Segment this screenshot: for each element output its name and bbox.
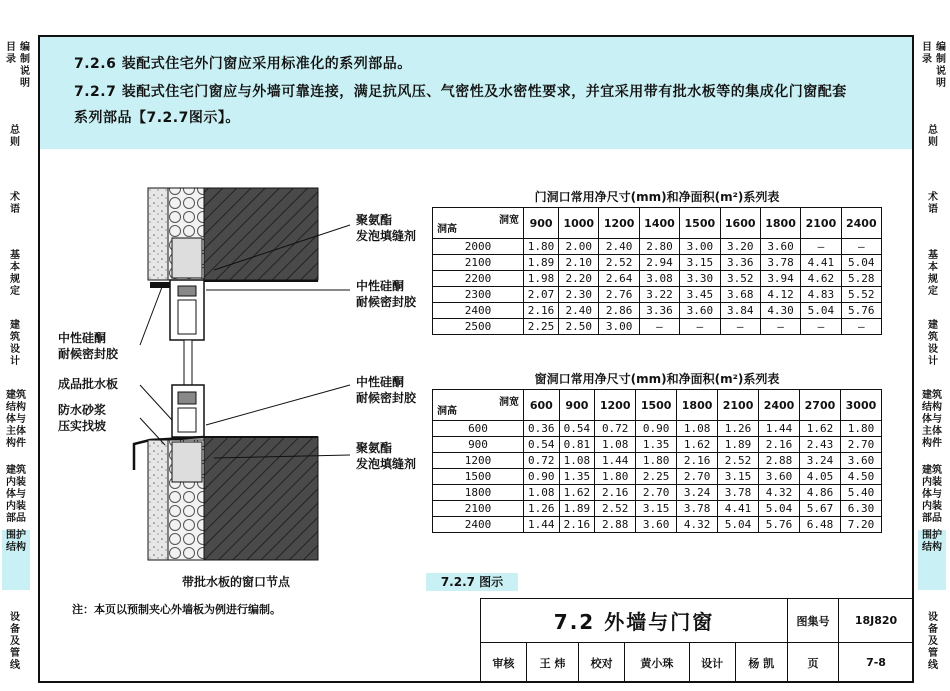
table-row xyxy=(433,421,882,437)
table-row xyxy=(433,469,882,485)
table-cell: 1.08 xyxy=(677,421,718,437)
structural-wythe-top xyxy=(204,188,318,280)
side-nav-left-toc[interactable]: 目录 xyxy=(6,42,16,65)
table-cell: 1.26 xyxy=(524,501,560,517)
table-cell: 3.60 xyxy=(759,469,800,485)
table-cell: 1.08 xyxy=(524,485,560,501)
side-nav-right-item[interactable]: 设备及管线 xyxy=(928,612,938,671)
table-cell: 5.04 xyxy=(759,501,800,517)
table-cell: 1.44 xyxy=(524,517,560,533)
row-header: 2300 xyxy=(433,287,524,303)
side-nav-right-item[interactable]: 总则 xyxy=(928,125,938,148)
window-size-table xyxy=(432,389,882,533)
column-header: 1200 xyxy=(595,390,636,421)
row-header: 2500 xyxy=(433,319,524,335)
table-cell: 5.28 xyxy=(841,271,881,287)
side-nav-left-item[interactable]: 建筑结构体与主体构件 xyxy=(6,390,26,449)
table-cell: 1.89 xyxy=(718,437,759,453)
side-nav-right-item[interactable]: 术语 xyxy=(928,192,938,215)
table-cell: 3.24 xyxy=(799,453,840,469)
side-nav-left-item[interactable]: 基本规定 xyxy=(10,250,20,297)
table-row xyxy=(433,239,882,255)
row-header: 2200 xyxy=(433,271,524,287)
table-cell: 3.45 xyxy=(680,287,720,303)
column-header: 2400 xyxy=(841,208,881,239)
table-cell: – xyxy=(801,319,841,335)
table-row xyxy=(433,517,882,533)
table-cell: 2.40 xyxy=(559,303,599,319)
side-nav-right-item[interactable]: 基本规定 xyxy=(928,250,938,297)
column-header: 1800 xyxy=(760,208,800,239)
table-cell: 2.70 xyxy=(840,437,881,453)
table-cell: 4.05 xyxy=(799,469,840,485)
table-cell: 4.41 xyxy=(801,255,841,271)
table-cell: 4.83 xyxy=(801,287,841,303)
table-cell: 4.30 xyxy=(760,303,800,319)
leader-line xyxy=(140,385,172,420)
table-cell: – xyxy=(841,319,881,335)
table-cell: – xyxy=(639,319,679,335)
table-cell: 1.35 xyxy=(636,437,677,453)
label-pu-foam-bottom: 聚氨酯 发泡填缝剂 xyxy=(356,441,417,471)
column-header: 900 xyxy=(559,390,595,421)
review-name: 王 炜 xyxy=(526,643,578,683)
table-cell: 2.94 xyxy=(639,255,679,271)
table-cell: 3.78 xyxy=(760,255,800,271)
column-header: 900 xyxy=(524,208,559,239)
table-cell: 3.15 xyxy=(636,501,677,517)
table-cell: 2.80 xyxy=(639,239,679,255)
table-cell: – xyxy=(760,319,800,335)
table-cell: 0.54 xyxy=(559,421,595,437)
column-header: 2100 xyxy=(801,208,841,239)
table-cell: 5.76 xyxy=(841,303,881,319)
label-silicone-top: 中性硅酮 耐候密封胶 xyxy=(356,279,417,309)
table-cell: 0.72 xyxy=(524,453,560,469)
table-cell: 6.48 xyxy=(799,517,840,533)
table-cell: 3.68 xyxy=(720,287,760,303)
table-cell: 0.81 xyxy=(559,437,595,453)
page-note: 注：本页以预制夹心外墙板为例进行编制。 xyxy=(72,603,281,616)
clause-7-2-7-cont: 系列部品【7.2.7图示】。 xyxy=(74,110,240,126)
table-row xyxy=(433,271,882,287)
table-header-row xyxy=(433,390,882,421)
table-cell: 2.25 xyxy=(636,469,677,485)
table-cell: 5.67 xyxy=(799,501,840,517)
glazing xyxy=(184,340,192,385)
check-name: 黄小珠 xyxy=(625,643,690,683)
table-cell: 2.00 xyxy=(559,239,599,255)
column-header: 3000 xyxy=(840,390,881,421)
table-cell: 5.52 xyxy=(841,287,881,303)
table-cell: 1.80 xyxy=(595,469,636,485)
table-cell: 3.08 xyxy=(639,271,679,287)
table-cell: 2.86 xyxy=(599,303,639,319)
column-header: 1200 xyxy=(599,208,639,239)
table-cell: 1.98 xyxy=(524,271,559,287)
table-row xyxy=(433,501,882,517)
table-cell: 2.20 xyxy=(559,271,599,287)
table-cell: 2.10 xyxy=(559,255,599,271)
row-header: 900 xyxy=(433,437,524,453)
table-cell: 2.50 xyxy=(559,319,599,335)
outer-wythe-top xyxy=(148,188,168,280)
table-header-row xyxy=(433,208,882,239)
table-cell: 3.78 xyxy=(677,501,718,517)
row-header: 1500 xyxy=(433,469,524,485)
column-header: 2100 xyxy=(718,390,759,421)
table-row xyxy=(433,437,882,453)
table-cell: – xyxy=(801,239,841,255)
design-name: 杨 凯 xyxy=(735,643,787,683)
table-cell: 4.41 xyxy=(718,501,759,517)
leader-line xyxy=(206,385,350,425)
row-header: 1200 xyxy=(433,453,524,469)
door-table-title: 门洞口常用净尺寸(mm)和净面积(m²)系列表 xyxy=(534,190,780,204)
table-cell: 0.54 xyxy=(524,437,560,453)
table-cell: 3.84 xyxy=(720,303,760,319)
table-cell: 4.32 xyxy=(759,485,800,501)
table-cell: 0.90 xyxy=(636,421,677,437)
table-cell: 4.50 xyxy=(840,469,881,485)
row-header: 2100 xyxy=(433,255,524,271)
table-cell: 5.04 xyxy=(718,517,759,533)
table-cell: 3.00 xyxy=(599,319,639,335)
table-cell: 2.70 xyxy=(677,469,718,485)
table-cell: 5.76 xyxy=(759,517,800,533)
row-header: 2400 xyxy=(433,303,524,319)
table-row xyxy=(433,303,882,319)
table-cell: 2.43 xyxy=(799,437,840,453)
table-cell: 4.32 xyxy=(677,517,718,533)
table-cell: 2.16 xyxy=(524,303,559,319)
corner-height-label: 洞高 xyxy=(437,406,457,417)
table-row xyxy=(433,255,882,271)
side-nav-right-item-active[interactable]: 围护结构 xyxy=(918,530,946,590)
table-cell: 1.80 xyxy=(636,453,677,469)
table-cell: 2.52 xyxy=(599,255,639,271)
column-header: 1000 xyxy=(559,208,599,239)
figure-tag: 7.2.7 图示 xyxy=(426,573,518,591)
table-cell: – xyxy=(841,239,881,255)
table-cell: – xyxy=(720,319,760,335)
table-cell: 3.15 xyxy=(718,469,759,485)
side-nav-right-item[interactable]: 建筑设计 xyxy=(928,320,938,367)
table-cell: 3.78 xyxy=(718,485,759,501)
side-nav-right-item[interactable]: 建筑内装体与内装部品 xyxy=(922,465,942,524)
table-cell: 1.62 xyxy=(799,421,840,437)
table-cell: 1.08 xyxy=(595,437,636,453)
outer-wythe-bottom xyxy=(148,440,168,560)
table-cell: 3.24 xyxy=(677,485,718,501)
table-cell: 3.60 xyxy=(680,303,720,319)
frame-profile xyxy=(178,286,196,296)
design-label: 设计 xyxy=(689,643,735,683)
table-cell: 2.52 xyxy=(595,501,636,517)
row-header: 2400 xyxy=(433,517,524,533)
corner-height-label: 洞高 xyxy=(437,224,457,235)
table-cell: 2.16 xyxy=(559,517,595,533)
table-cell: 3.22 xyxy=(639,287,679,303)
label-silicone-left: 中性硅酮 耐候密封胶 xyxy=(58,331,119,361)
table-cell: 2.64 xyxy=(599,271,639,287)
clause-7-2-6: 7.2.6 装配式住宅外门窗应采用标准化的系列部品。 xyxy=(74,56,412,72)
table-cell: 1.44 xyxy=(759,421,800,437)
label-silicone-bottom: 中性硅酮 耐候密封胶 xyxy=(356,375,417,405)
table-cell: 2.16 xyxy=(759,437,800,453)
row-header: 600 xyxy=(433,421,524,437)
table-cell: 2.25 xyxy=(524,319,559,335)
column-header: 1600 xyxy=(720,208,760,239)
table-row xyxy=(433,287,882,303)
sheet-title: 7.2 外墙与门窗 xyxy=(481,599,788,643)
title-block xyxy=(480,598,914,683)
column-header: 1500 xyxy=(636,390,677,421)
foam-fill-bottom xyxy=(172,442,202,482)
table-row xyxy=(433,485,882,501)
side-nav-left-item[interactable]: 建筑内装体与内装部品 xyxy=(6,465,26,524)
table-cell: 5.04 xyxy=(801,303,841,319)
table-cell: 1.62 xyxy=(559,485,595,501)
table-row xyxy=(433,453,882,469)
corner-width-label: 洞宽 xyxy=(499,397,519,408)
table-cell: 1.62 xyxy=(677,437,718,453)
side-nav-left-item[interactable]: 总则 xyxy=(10,125,20,148)
table-cell: 2.88 xyxy=(759,453,800,469)
table-cell: 2.07 xyxy=(524,287,559,303)
column-header: 2700 xyxy=(799,390,840,421)
table-cell: 2.70 xyxy=(636,485,677,501)
table-cell: 0.90 xyxy=(524,469,560,485)
table-cell: 0.36 xyxy=(524,421,560,437)
table-cell: 4.86 xyxy=(799,485,840,501)
side-nav-left-item[interactable]: 术语 xyxy=(10,192,20,215)
column-header: 1800 xyxy=(677,390,718,421)
window-table-title: 窗洞口常用净尺寸(mm)和净面积(m²)系列表 xyxy=(534,372,780,386)
table-cell: 1.44 xyxy=(595,453,636,469)
side-nav-left-item[interactable]: 编制说明 xyxy=(20,42,30,89)
door-size-table xyxy=(432,207,882,335)
column-header: 600 xyxy=(524,390,560,421)
label-pu-foam-top: 聚氨酯 发泡填缝剂 xyxy=(356,213,417,243)
table-corner-cell xyxy=(433,390,524,421)
row-header: 1800 xyxy=(433,485,524,501)
table-cell: 6.30 xyxy=(840,501,881,517)
label-mortar: 防水砂浆 压实找坡 xyxy=(58,403,107,433)
table-cell: 3.60 xyxy=(840,453,881,469)
head-sealant xyxy=(150,282,170,288)
table-cell: 1.89 xyxy=(524,255,559,271)
atlas-number: 18J820 xyxy=(839,599,914,643)
table-cell: – xyxy=(680,319,720,335)
table-cell: 2.16 xyxy=(677,453,718,469)
table-cell: 3.00 xyxy=(680,239,720,255)
leader-line xyxy=(140,287,162,345)
atlas-label: 图集号 xyxy=(788,599,839,643)
table-cell: 1.08 xyxy=(559,453,595,469)
foam-fill-top xyxy=(172,238,202,278)
table-cell: 7.20 xyxy=(840,517,881,533)
table-cell: 1.35 xyxy=(559,469,595,485)
table-cell: 1.89 xyxy=(559,501,595,517)
table-corner-cell xyxy=(433,208,524,239)
table-cell: 3.52 xyxy=(720,271,760,287)
table-cell: 0.72 xyxy=(595,421,636,437)
column-header: 2400 xyxy=(759,390,800,421)
table-cell: 2.76 xyxy=(599,287,639,303)
table-cell: 4.12 xyxy=(760,287,800,303)
table-cell: 3.94 xyxy=(760,271,800,287)
side-nav-right-item[interactable]: 建筑结构体与主体构件 xyxy=(922,390,942,449)
drawing-caption: 带批水板的窗口节点 xyxy=(182,575,291,589)
frame-profile xyxy=(178,392,196,404)
table-cell: 3.36 xyxy=(639,303,679,319)
column-header: 1400 xyxy=(639,208,679,239)
label-drip-board: 成品批水板 xyxy=(58,377,119,391)
row-header: 2100 xyxy=(433,501,524,517)
table-cell: 3.20 xyxy=(720,239,760,255)
side-nav-right-toc[interactable]: 目录 xyxy=(922,42,932,65)
table-cell: 2.88 xyxy=(595,517,636,533)
table-cell: 5.04 xyxy=(841,255,881,271)
table-cell: 2.16 xyxy=(595,485,636,501)
side-nav-left-item[interactable]: 设备及管线 xyxy=(10,612,20,671)
table-cell: 1.80 xyxy=(840,421,881,437)
table-cell: 3.36 xyxy=(720,255,760,271)
page-label: 页 xyxy=(788,643,839,683)
column-header: 1500 xyxy=(680,208,720,239)
table-cell: 1.80 xyxy=(524,239,559,255)
table-cell: 3.15 xyxy=(680,255,720,271)
table-cell: 2.52 xyxy=(718,453,759,469)
page-number: 7-8 xyxy=(839,643,914,683)
check-label: 校对 xyxy=(579,643,625,683)
table-cell: 5.40 xyxy=(840,485,881,501)
corner-width-label: 洞宽 xyxy=(499,215,519,226)
side-nav-left-item[interactable]: 建筑设计 xyxy=(10,320,20,367)
row-header: 2000 xyxy=(433,239,524,255)
clause-7-2-7: 7.2.7 装配式住宅门窗应与外墙可靠连接，满足抗风压、气密性及水密性要求，并宜采用带有批水板等的集成化门窗配套 xyxy=(74,84,847,100)
table-cell: 2.30 xyxy=(559,287,599,303)
side-nav-right-item[interactable]: 编制说明 xyxy=(936,42,946,89)
table-cell: 1.26 xyxy=(718,421,759,437)
table-cell: 4.62 xyxy=(801,271,841,287)
table-cell: 3.30 xyxy=(680,271,720,287)
table-cell: 3.60 xyxy=(636,517,677,533)
table-cell: 2.40 xyxy=(599,239,639,255)
structural-wythe-bottom xyxy=(204,437,318,560)
review-label: 审核 xyxy=(481,643,527,683)
side-nav-left-item-active[interactable]: 围护结构 xyxy=(2,530,30,590)
table-row xyxy=(433,319,882,335)
table-cell: 3.60 xyxy=(760,239,800,255)
